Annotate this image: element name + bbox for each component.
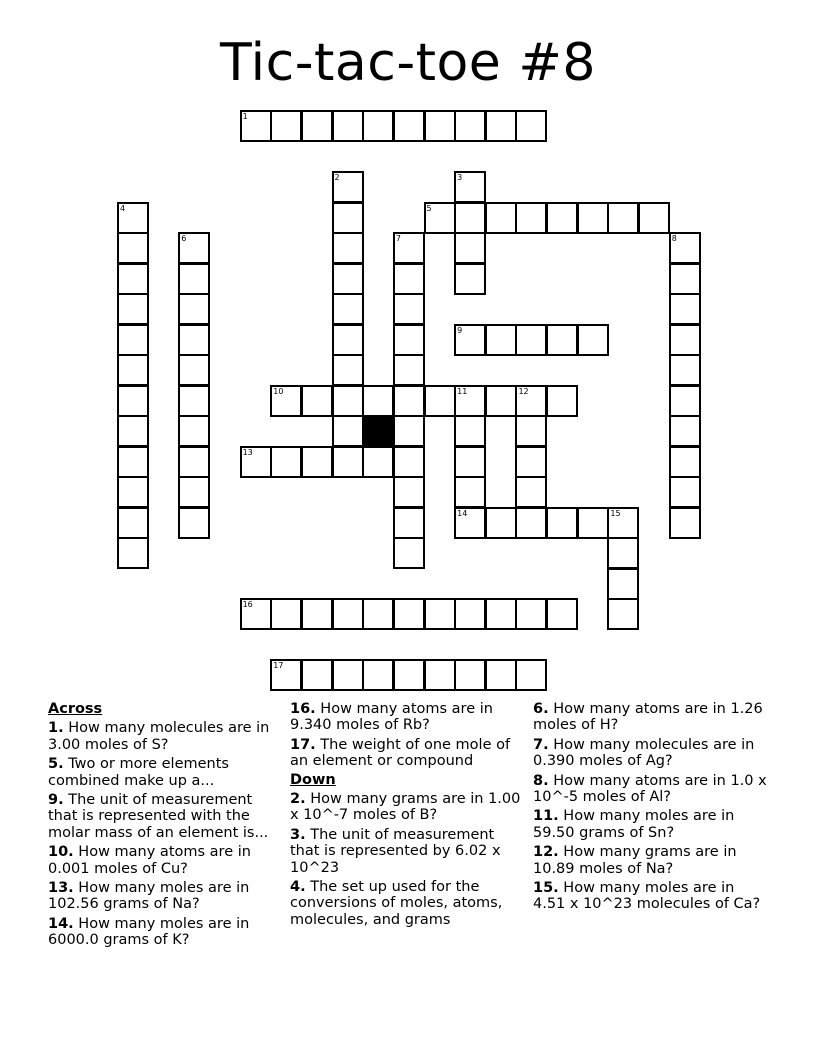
down-clue [533,844,768,877]
grid-cell[interactable] [117,202,149,234]
grid-cell[interactable] [515,202,547,234]
cell-number: 10 [273,386,284,396]
clue-number: 13. [48,880,74,897]
clue-text: How many moles are in 59.50 grams of Sn? [533,808,735,841]
grid-cell[interactable] [454,598,486,630]
clue-number: 15. [533,880,559,897]
grid-cell[interactable] [270,110,302,142]
down-clue [533,701,768,734]
grid-cell[interactable] [332,171,364,203]
clue-number: 3. [290,826,306,843]
grid-cell[interactable] [178,507,210,539]
grid-cell[interactable] [332,263,364,295]
cell-number: 4 [120,203,126,213]
grid-cell[interactable] [454,415,486,447]
grid-cell[interactable] [546,202,578,234]
grid-cell[interactable] [515,385,547,417]
cell-number: 5 [426,203,432,213]
grid-cell[interactable] [454,171,486,203]
grid-cell[interactable] [117,354,149,386]
cell-number: 9 [457,325,463,335]
clue-text: How many grams are in 1.00 x 10^-7 moles of B? [290,791,521,824]
clue-text: The unit of measurement that is represented by 6.02 x 10^23 [290,826,501,876]
grid-cell[interactable] [515,415,547,447]
grid-cell[interactable] [332,110,364,142]
grid-cell[interactable] [240,446,272,478]
grid-cell[interactable] [669,476,701,508]
grid-cell[interactable] [362,110,394,142]
grid-cell[interactable] [301,110,333,142]
across-clue [48,844,283,877]
grid-cell[interactable] [669,354,701,386]
clue-number: 17. [290,736,316,753]
grid-cell[interactable] [424,659,456,691]
grid-cell[interactable] [546,507,578,539]
grid-cell[interactable] [393,263,425,295]
grid-cell[interactable] [393,476,425,508]
grid-cell[interactable] [515,507,547,539]
clue-text: How many molecules are in 3.00 moles of S? [48,720,270,753]
grid-cell[interactable] [485,385,517,417]
grid-cell[interactable] [546,598,578,630]
grid-cell[interactable] [240,598,272,630]
grid-cell[interactable] [669,507,701,539]
puzzle-title: Tic-tac-toe #8 [220,33,596,93]
grid-cell[interactable] [424,110,456,142]
down-clue [533,808,768,841]
grid-cell[interactable] [454,232,486,264]
clues-column-3 [533,701,768,916]
grid-cell[interactable] [117,324,149,356]
down-clue [533,737,768,770]
grid-cell[interactable] [117,537,149,569]
grid-cell[interactable] [515,110,547,142]
across-clue [290,701,525,734]
clues-column-1 [48,701,283,952]
cell-number: 11 [457,386,468,396]
grid-cell[interactable] [178,324,210,356]
grid-cell[interactable] [546,324,578,356]
grid-cell[interactable] [362,598,394,630]
clue-text: The unit of measurement that is represented with the molar mass of an element is... [48,792,269,841]
grid-cell[interactable] [117,385,149,417]
grid-cell[interactable] [669,324,701,356]
grid-cell[interactable] [485,324,517,356]
grid-cell[interactable] [178,293,210,325]
grid-cell[interactable] [117,415,149,447]
clue-number: 8. [533,772,549,789]
grid-cell[interactable] [362,659,394,691]
clue-number: 4. [290,879,306,896]
grid-cell[interactable] [332,598,364,630]
grid-cell[interactable] [393,507,425,539]
grid-cell[interactable] [485,659,517,691]
grid-cell[interactable] [178,385,210,417]
grid-cell[interactable] [332,324,364,356]
grid-cell[interactable] [178,476,210,508]
grid-cell[interactable] [393,659,425,691]
cell-number: 16 [242,600,253,609]
grid-cell[interactable] [178,446,210,478]
grid-cell[interactable] [117,232,149,264]
grid-cell[interactable] [117,293,149,325]
clue-text: How many grams are in 10.89 moles of Na? [533,844,737,877]
grid-cell[interactable] [362,446,394,478]
grid-cell[interactable] [454,507,486,539]
grid-cell[interactable] [301,659,333,691]
grid-cell[interactable] [332,232,364,264]
grid-cell[interactable] [301,385,333,417]
cell-number: 6 [181,234,187,243]
grid-cell[interactable] [301,598,333,630]
down-clue [290,791,525,824]
grid-cell[interactable] [178,232,210,264]
cell-number: 1 [242,112,248,121]
grid-cell[interactable] [270,446,302,478]
grid-cell[interactable] [117,446,149,478]
clue-number: 10. [48,844,74,861]
clue-number: 16. [290,701,316,717]
cell-number: 12 [518,386,529,396]
grid-cell[interactable] [485,110,517,142]
grid-cell[interactable] [485,598,517,630]
grid-cell[interactable] [393,537,425,569]
down-heading: Down [290,771,336,788]
clue-number: 2. [290,791,306,808]
clue-text: How many molecules are in 0.390 moles of Ag? [533,736,755,770]
clue-text: Two or more elements combined make up a... [48,756,229,789]
clues-column-2 [290,701,525,931]
grid-cell[interactable] [270,385,302,417]
grid-cell[interactable] [669,263,701,295]
grid-cell[interactable] [424,598,456,630]
clue-text: How many atoms are in 9.340 moles of Rb? [290,701,493,734]
clue-number: 7. [533,736,549,753]
grid-cell[interactable] [332,293,364,325]
grid-cell[interactable] [669,385,701,417]
grid-cell[interactable] [454,446,486,478]
grid-cell[interactable] [270,659,302,691]
clue-text: How many moles are in 6000.0 grams of K? [48,915,250,949]
grid-cell[interactable] [669,415,701,447]
grid-cell[interactable] [607,537,639,569]
clue-text: How many atoms are in 1.26 moles of H? [533,701,763,734]
cell-number: 8 [671,234,677,243]
clue-text: The set up used for the conversions of moles, atoms, molecules, and grams [290,879,503,928]
across-clue [48,916,283,949]
down-clue [290,827,525,876]
grid-cell[interactable] [270,598,302,630]
grid-cell[interactable] [332,385,364,417]
grid-cell[interactable] [454,659,486,691]
across-clue [48,792,283,841]
grid-cell[interactable] [332,354,364,386]
grid-cell[interactable] [515,446,547,478]
grid-cell[interactable] [424,202,456,234]
across-clue [48,756,283,789]
clue-number: 14. [48,915,74,932]
grid-cell[interactable] [454,202,486,234]
clue-number: 1. [48,720,64,737]
cell-number: 17 [273,661,284,670]
grid-cell[interactable] [332,659,364,691]
cell-number: 7 [395,234,401,243]
grid-cell[interactable] [393,324,425,356]
cell-number: 13 [242,447,253,457]
grid-cell[interactable] [393,232,425,264]
grid-cell[interactable] [607,598,639,630]
clue-text: How many atoms are in 1.0 x 10^-5 moles of Al? [533,772,767,806]
grid-cell[interactable] [577,202,609,234]
grid-cell[interactable] [515,324,547,356]
clue-number: 12. [533,844,559,861]
grid-cell[interactable] [301,446,333,478]
grid-cell[interactable] [362,385,394,417]
grid-cell[interactable] [669,232,701,264]
grid-cell[interactable] [485,202,517,234]
grid-cell[interactable] [454,110,486,142]
black-square [362,415,394,447]
grid-cell[interactable] [454,385,486,417]
clue-text: How many moles are in 4.51 x 10^23 molecules of Ca? [533,880,761,913]
grid-cell[interactable] [393,446,425,478]
grid-cell[interactable] [393,354,425,386]
down-clue [533,880,768,913]
grid-cell[interactable] [424,385,456,417]
grid-cell[interactable] [393,110,425,142]
grid-cell[interactable] [332,202,364,234]
clue-text: How many moles are in 102.56 grams of Na? [48,880,250,913]
grid-cell[interactable] [638,202,670,234]
grid-cell[interactable] [178,354,210,386]
grid-cell[interactable] [393,293,425,325]
grid-cell[interactable] [485,507,517,539]
grid-cell[interactable] [515,659,547,691]
down-clue [290,879,525,928]
grid-cell[interactable] [669,446,701,478]
grid-cell[interactable] [454,324,486,356]
clue-text: How many atoms are in 0.001 moles of Cu? [48,844,251,877]
grid-cell[interactable] [178,415,210,447]
grid-cell[interactable] [577,324,609,356]
grid-cell[interactable] [117,507,149,539]
across-clue [290,737,525,770]
cell-number: 2 [334,173,340,182]
grid-cell[interactable] [454,476,486,508]
grid-cell[interactable] [178,263,210,295]
grid-cell[interactable] [546,385,578,417]
grid-cell[interactable] [332,446,364,478]
grid-cell[interactable] [393,415,425,447]
grid-cell[interactable] [607,202,639,234]
grid-cell[interactable] [240,110,272,142]
grid-cell[interactable] [454,263,486,295]
grid-cell[interactable] [515,476,547,508]
cell-number: 15 [610,508,621,518]
cell-number: 3 [457,173,463,182]
grid-cell[interactable] [393,385,425,417]
cell-number: 14 [457,508,468,518]
clue-number: 11. [533,808,559,825]
across-clue [48,720,283,753]
grid-cell[interactable] [607,507,639,539]
grid-cell[interactable] [332,415,364,447]
grid-cell[interactable] [117,263,149,295]
clue-number: 5. [48,756,64,773]
across-heading: Across [48,701,103,717]
grid-cell[interactable] [669,293,701,325]
down-clue [533,773,768,806]
grid-cell[interactable] [515,598,547,630]
grid-cell[interactable] [607,568,639,600]
clue-number: 9. [48,792,64,809]
grid-cell[interactable] [117,476,149,508]
grid-cell[interactable] [577,507,609,539]
clue-text: The weight of one mole of an element or compound [290,736,511,770]
grid-cell[interactable] [393,598,425,630]
across-clue [48,880,283,913]
clue-number: 6. [533,701,549,717]
